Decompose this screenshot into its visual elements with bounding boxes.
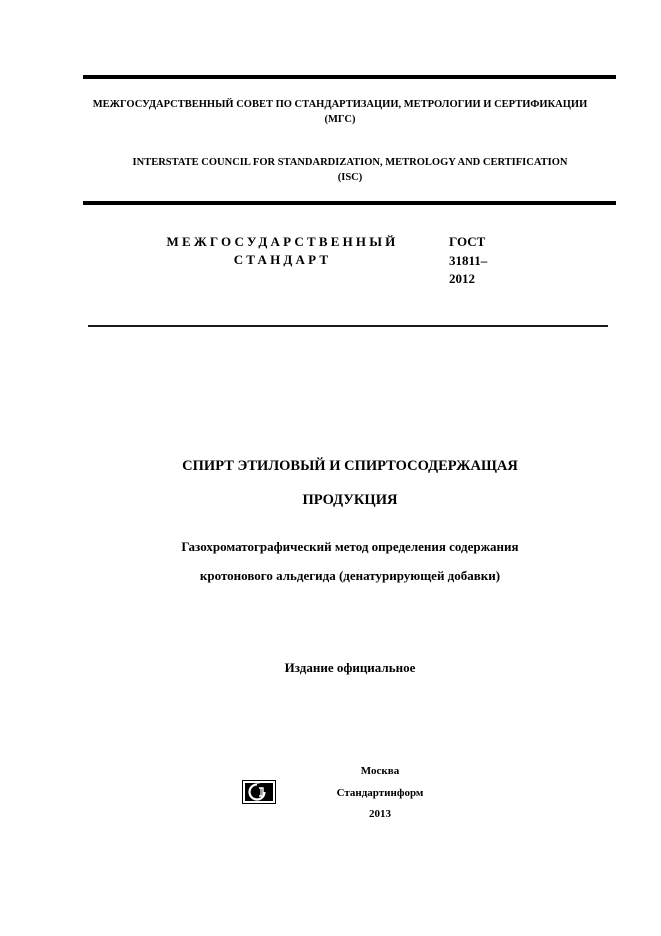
document-title-line1: СПИРТ ЭТИЛОВЫЙ И СПИРТОСОДЕРЖАЩАЯ: [182, 458, 518, 474]
standard-year: 2012: [449, 271, 475, 286]
edition-label: Издание официальное: [284, 660, 416, 675]
council-en-abbr: (ISC): [337, 172, 363, 183]
council-header-en: [80, 155, 620, 185]
standard-type: [150, 233, 415, 269]
council-ru-abbr: (МГС): [324, 114, 356, 125]
top-rule: [83, 75, 616, 79]
designation-rule: [88, 325, 608, 327]
publisher-name: Стандартинформ: [336, 786, 424, 799]
standard-number: 31811–: [449, 252, 488, 268]
standard-designation: [449, 233, 529, 289]
publisher-block: [300, 761, 460, 826]
document-subtitle-line2: кротонового альдегида (денатурирующей добавки): [199, 568, 501, 583]
standard-type-line2: СТАНДАРТ: [233, 252, 332, 267]
document-title: [90, 449, 610, 517]
standard-prefix: ГОСТ: [449, 234, 486, 249]
council-header-ru: [40, 97, 640, 127]
header-bottom-rule: [83, 201, 616, 205]
document-subtitle-line1: Газохроматографический метод определения содержания: [181, 539, 519, 554]
document-subtitle: [90, 532, 610, 590]
document-title-line2: ПРОДУКЦИЯ: [302, 492, 398, 508]
council-ru-name: МЕЖГОСУДАРСТВЕННЫЙ СОВЕТ ПО СТАНДАРТИЗАЦИИ, МЕТРОЛОГИИ И СЕРТИФИКАЦИИ: [92, 99, 588, 110]
council-en-name: INTERSTATE COUNCIL FOR STANDARDIZATION, METROLOGY AND CERTIFICATION: [132, 157, 568, 168]
publisher-city: Москва: [360, 765, 400, 777]
publisher-year: 2013: [369, 808, 391, 820]
standartinform-logo-icon: [242, 780, 276, 804]
standard-type-line1: МЕЖГОСУДАРСТВЕННЫЙ: [166, 234, 399, 249]
